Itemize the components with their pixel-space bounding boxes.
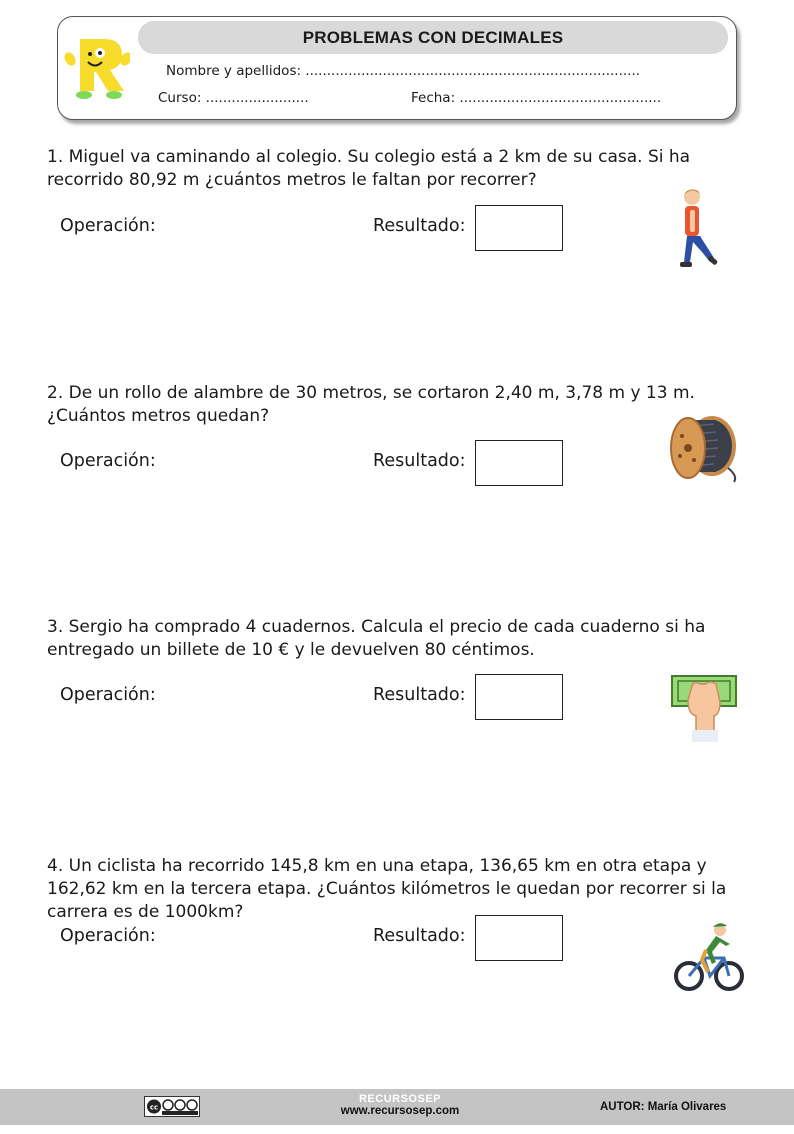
problem-1-result-label: Resultado:	[373, 216, 466, 236]
worksheet-header	[57, 16, 737, 120]
wire-spool-icon	[668, 412, 742, 484]
problem-4-result-label: Resultado:	[373, 926, 466, 946]
svg-text:cc: cc	[149, 1103, 159, 1112]
problem-4-result-box[interactable]	[475, 915, 563, 961]
author-credit: AUTOR: María Olivares	[600, 1101, 727, 1113]
problem-3-result-label: Resultado:	[373, 685, 466, 705]
problem-4-operation-label: Operación:	[60, 926, 156, 946]
brand-website[interactable]: www.recursosep.com	[340, 1105, 460, 1117]
problem-1-operation-label: Operación:	[60, 216, 156, 236]
problem-2-operation-label: Operación:	[60, 451, 156, 471]
problem-3-operation-label: Operación:	[60, 685, 156, 705]
problem-4-text: 4. Un ciclista ha recorrido 145,8 km en una etapa, 136,65 km en otra etapa y 162,62 km en la tercera etapa. ¿Cuántos kilómetros le quedan por recorrer si la carrera es de 1000km?	[47, 856, 727, 922]
course-field: Curso: ........................	[158, 90, 309, 106]
problem-2-text: 2. De un rollo de alambre de 30 metros, se cortaron 2,40 m, 3,78 m y 13 m. ¿Cuántos metros quedan?	[47, 383, 695, 426]
problem-3-text: 3. Sergio ha comprado 4 cuadernos. Calcula el precio de cada cuaderno si ha entregado un billete de 10 € y le devuelven 80 céntimos.	[47, 617, 706, 660]
problem-2-result-box[interactable]	[475, 440, 563, 486]
banknote-hand-icon	[670, 670, 738, 742]
name-field: Nombre y apellidos: ..............................................................................	[166, 63, 641, 79]
cyclist-icon	[672, 920, 746, 996]
worksheet-title: PROBLEMAS CON DECIMALES	[138, 21, 728, 54]
brand-name: RECURSOSEP	[358, 1093, 442, 1105]
date-field: Fecha: ...............................................	[411, 90, 662, 106]
problem-2-result-label: Resultado:	[373, 451, 466, 471]
footer-brand	[300, 1093, 500, 1117]
page-footer	[0, 1089, 794, 1125]
problem-3-result-box[interactable]	[475, 674, 563, 720]
walking-boy-icon	[670, 186, 720, 276]
problem-1-text: 1. Miguel va caminando al colegio. Su colegio está a 2 km de su casa. Si ha recorrido 80,92 m ¿cuántos metros le faltan por recorrer?	[47, 147, 691, 190]
recursosep-logo-icon	[64, 33, 130, 101]
creative-commons-by-nc-sa-icon	[144, 1096, 200, 1117]
problem-1-result-box[interactable]	[475, 205, 563, 251]
